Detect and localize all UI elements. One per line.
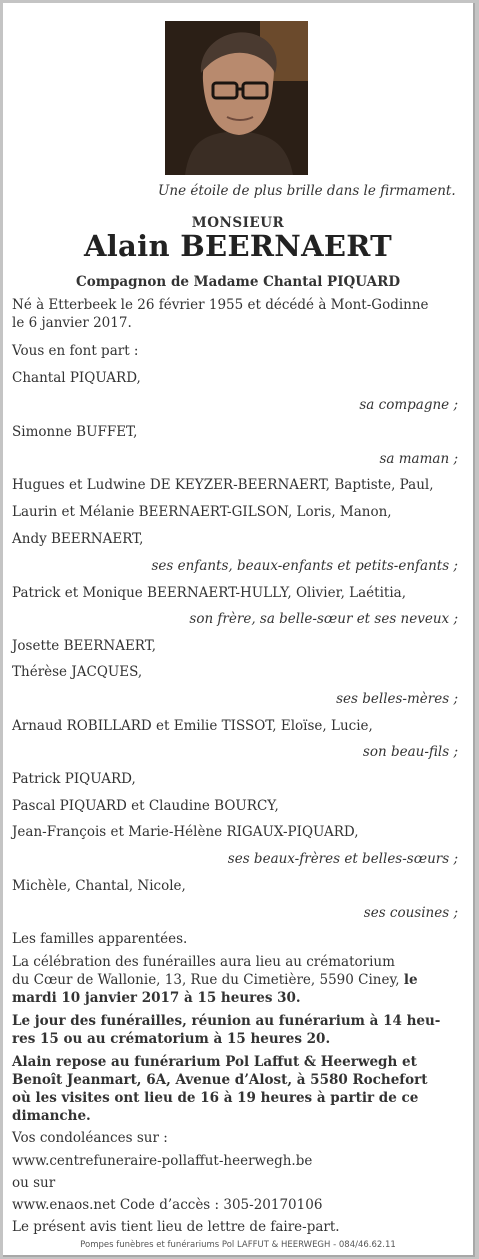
family-line: Laurin et Mélanie BEERNAERT-GILSON, Loris, Manon,: [12, 504, 392, 520]
rest-line-2: Benoît Jeanmart, 6A, Avenue d’Alost, à 5580 Rochefort: [12, 1072, 428, 1088]
footer-credit: Pompes funèbres et funérariums Pol LAFFUT & HEERWEGH - 084/46.62.11: [80, 1240, 396, 1250]
family-line: Chantal PIQUARD,: [12, 370, 141, 386]
meeting-line-1: Le jour des funérailles, réunion au funérarium à 14 heu-: [12, 1013, 441, 1029]
relation-line: ses cousines ;: [363, 905, 458, 921]
partner-line: Compagnon de Madame Chantal PIQUARD: [75, 274, 401, 290]
relation-line: ses belles-mères ;: [336, 691, 458, 707]
ceremony-line-2: du Cœur de Wallonie, 13, Rue du Cimetière, 5590 Ciney, le: [12, 972, 418, 988]
relation-line: ses beaux-frères et belles-sœurs ;: [227, 851, 458, 867]
relation-line: sa compagne ;: [359, 397, 458, 413]
rest-line-1: Alain repose au funérarium Pol Laffut & Heerwegh et: [12, 1054, 417, 1070]
relation-line: sa maman ;: [379, 451, 458, 467]
family-line: Andy BEERNAERT,: [12, 531, 144, 547]
ceremony-line-3: mardi 10 janvier 2017 à 15 heures 30.: [12, 990, 301, 1006]
portrait-photo: [165, 21, 308, 175]
family-line: Hugues et Ludwine DE KEYZER-BEERNAERT, Baptiste, Paul,: [12, 477, 434, 493]
rest-line-3: où les visites ont lieu de 16 à 19 heures à partir de ce: [12, 1090, 419, 1106]
website-link-1[interactable]: www.centrefuneraire-pollaffut-heerwegh.be: [12, 1153, 313, 1169]
family-line: Patrick PIQUARD,: [12, 771, 136, 787]
motto: Une étoile de plus brille dans le firmament.: [158, 183, 456, 199]
family-line: Arnaud ROBILLARD et Emilie TISSOT, Eloïse, Lucie,: [12, 718, 373, 734]
family-line: Jean-François et Marie-Hélène RIGAUX-PIQUARD,: [12, 824, 359, 840]
birth-line-2: le 6 janvier 2017.: [12, 315, 132, 331]
closing-line: Le présent avis tient lieu de lettre de faire-part.: [12, 1219, 340, 1235]
families-line: Les familles apparentées.: [12, 931, 188, 947]
birth-line-1: Né à Etterbeek le 26 février 1955 et décédé à Mont-Godinne: [12, 297, 429, 313]
meeting-line-2: res 15 ou au crématorium à 15 heures 20.: [12, 1031, 331, 1047]
rest-line-4: dimanche.: [12, 1108, 91, 1124]
website-link-2[interactable]: www.enaos.net Code d’accès : 305-20170106: [12, 1197, 323, 1213]
family-line: Patrick et Monique BEERNAERT-HULLY, Olivier, Laétitia,: [12, 585, 406, 601]
ceremony-line-1: La célébration des funérailles aura lieu au crématorium: [12, 954, 395, 970]
family-line: Pascal PIQUARD et Claudine BOURCY,: [12, 798, 279, 814]
relation-line: son beau-fils ;: [362, 744, 458, 760]
relation-line: ses enfants, beaux-enfants et petits-enfants ;: [151, 558, 458, 574]
condolences-line: Vos condoléances sur :: [12, 1130, 168, 1146]
honorific: MONSIEUR: [191, 215, 285, 231]
family-line: Thérèse JACQUES,: [12, 664, 143, 680]
obituary-card: [3, 3, 475, 1257]
intro-line: Vous en font part :: [12, 343, 139, 359]
family-line: Simonne BUFFET,: [12, 424, 138, 440]
or-line: ou sur: [12, 1175, 56, 1191]
family-line: Michèle, Chantal, Nicole,: [12, 878, 186, 894]
deceased-name: Alain BEERNAERT: [83, 229, 393, 263]
relation-line: son frère, sa belle-sœur et ses neveux ;: [189, 611, 458, 627]
family-line: Josette BEERNAERT,: [12, 638, 157, 654]
